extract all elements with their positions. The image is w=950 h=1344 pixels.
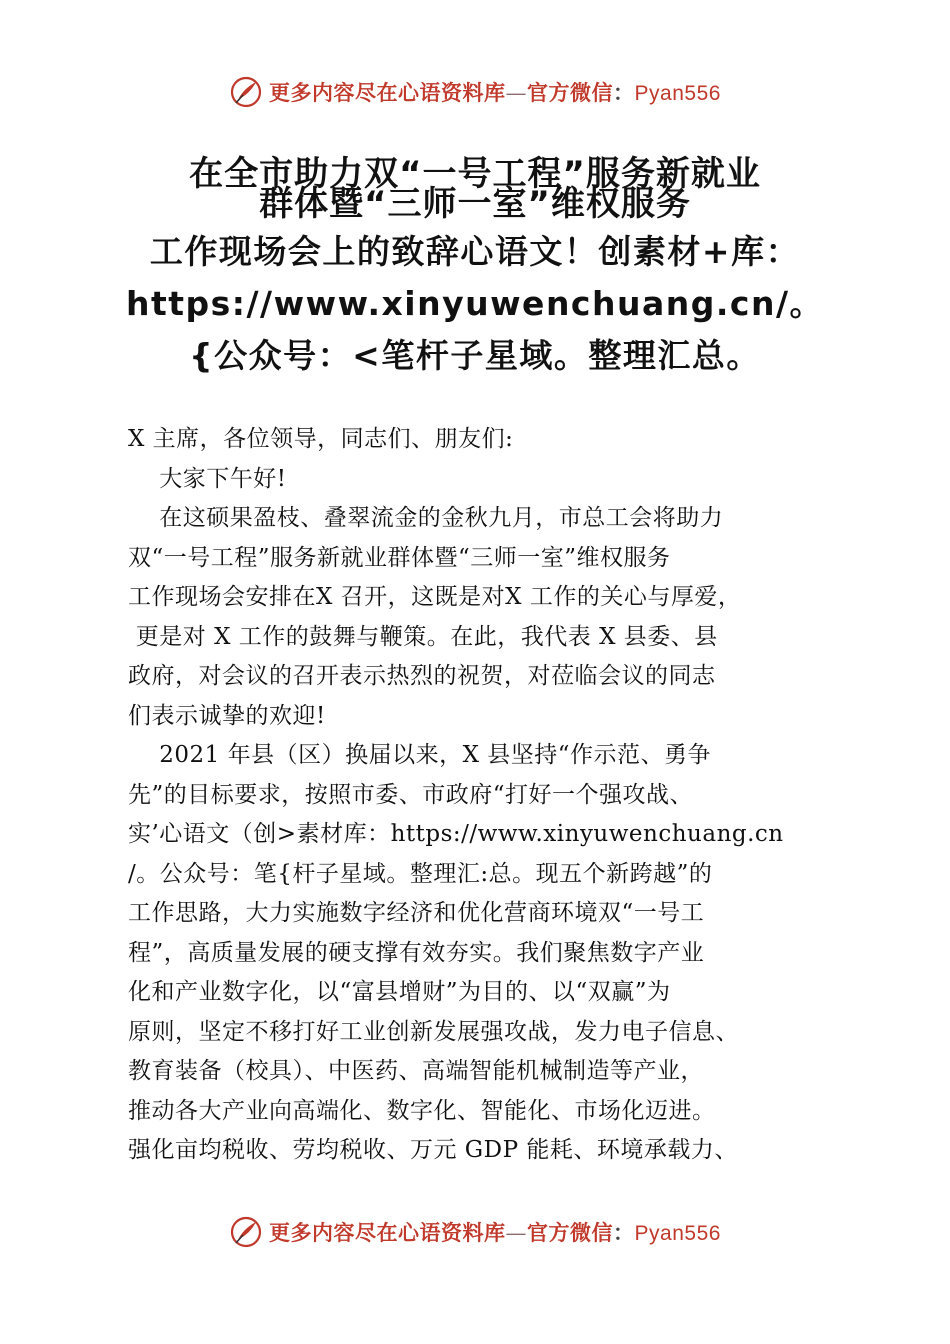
footer-watermark — [0, 1212, 950, 1252]
body-line: 工作现场会安排在X 召开，这既是对X 工作的关心与厚爱， — [128, 584, 742, 610]
body-line: 化和产业数字化，以“富县增财”为目的、以“双赢”为 — [128, 979, 671, 1005]
title-line-2: 群体暨“三师一室”维权服务 — [259, 184, 691, 224]
body-line: /。公众号：笔{杆子星域。整理汇:总。现五个新跨越”的 — [128, 860, 713, 887]
watermark-colon: ： — [613, 80, 635, 105]
watermark-site-text: 更多内容尽在心语资料库 — [269, 80, 506, 105]
watermark-handle: Pyan556 — [634, 1222, 721, 1245]
body-line: 工作思路，大力实施数字经济和优化营商环境双“一号工 — [128, 900, 705, 926]
document-body — [128, 420, 788, 1171]
body-line: 推动各大产业向高端化、数字化、智能化、市场化迈进。 — [128, 1097, 716, 1124]
title-line-5: {公众号：<笔杆子星域。整理汇总。 — [189, 336, 761, 375]
watermark-colon: ： — [613, 1220, 635, 1245]
body-line: 先”的目标要求，按照市委、市政府“打好一个强攻战、 — [128, 781, 694, 808]
body-line: 在这硕果盈枝、叠翠流金的金秋九月，市总工会将助力 — [128, 505, 724, 531]
body-line: 实’心语文（创>素材库：https://www.xinyuwenchuang.cn — [128, 821, 784, 847]
watermark-handle: Pyan556 — [634, 82, 721, 105]
quill-logo-icon — [229, 1215, 263, 1249]
body-line: 教育装备（校具）、中医药、高端智能机械制造等产业， — [128, 1058, 704, 1084]
header-watermark — [0, 72, 950, 112]
body-line: 大家下午好! — [128, 465, 287, 492]
watermark-dash: — — [505, 1221, 528, 1245]
watermark-site-text: 更多内容尽在心语资料库 — [269, 1220, 506, 1245]
quill-logo-icon — [229, 75, 263, 109]
body-line: 双“一号工程”服务新就业群体暨“三师一室”维权服务 — [128, 544, 671, 571]
body-line: 更是对 X 工作的鼓舞与鞭策。在此，我代表 X 县委、县 — [128, 623, 718, 650]
body-line: 程”，高质量发展的硬支撑有效夯实。我们聚焦数字产业 — [128, 939, 705, 966]
body-line: 强化亩均税收、劳均税收、万元 GDP 能耗、环境承载力、 — [128, 1137, 738, 1163]
title-line-1: 在全市助力双“一号工程”服务新就业 — [189, 154, 761, 194]
body-line: X 主席，各位领导，同志们、朋友们: — [128, 426, 514, 452]
body-line: 原则，坚定不移打好工业创新发展强攻战，发力电子信息、 — [128, 1018, 739, 1045]
watermark-wechat-label: 官方微信 — [527, 1220, 614, 1245]
title-line-3: 工作现场会上的致辞心语文！创素材+库： — [149, 232, 801, 271]
title-line-4: https://www.xinyuwenchuang.cn/。 — [125, 284, 825, 323]
body-line: 们表示诚挚的欢迎! — [128, 702, 326, 729]
body-line: 政府，对会议的召开表示热烈的祝贺，对莅临会议的同志 — [128, 663, 716, 689]
watermark-wechat-label: 官方微信 — [527, 80, 614, 105]
watermark-dash: — — [505, 81, 528, 105]
body-line: 2021 年县（区）换届以来，X 县坚持“作示范、勇争 — [128, 742, 712, 768]
document-title — [0, 156, 950, 382]
